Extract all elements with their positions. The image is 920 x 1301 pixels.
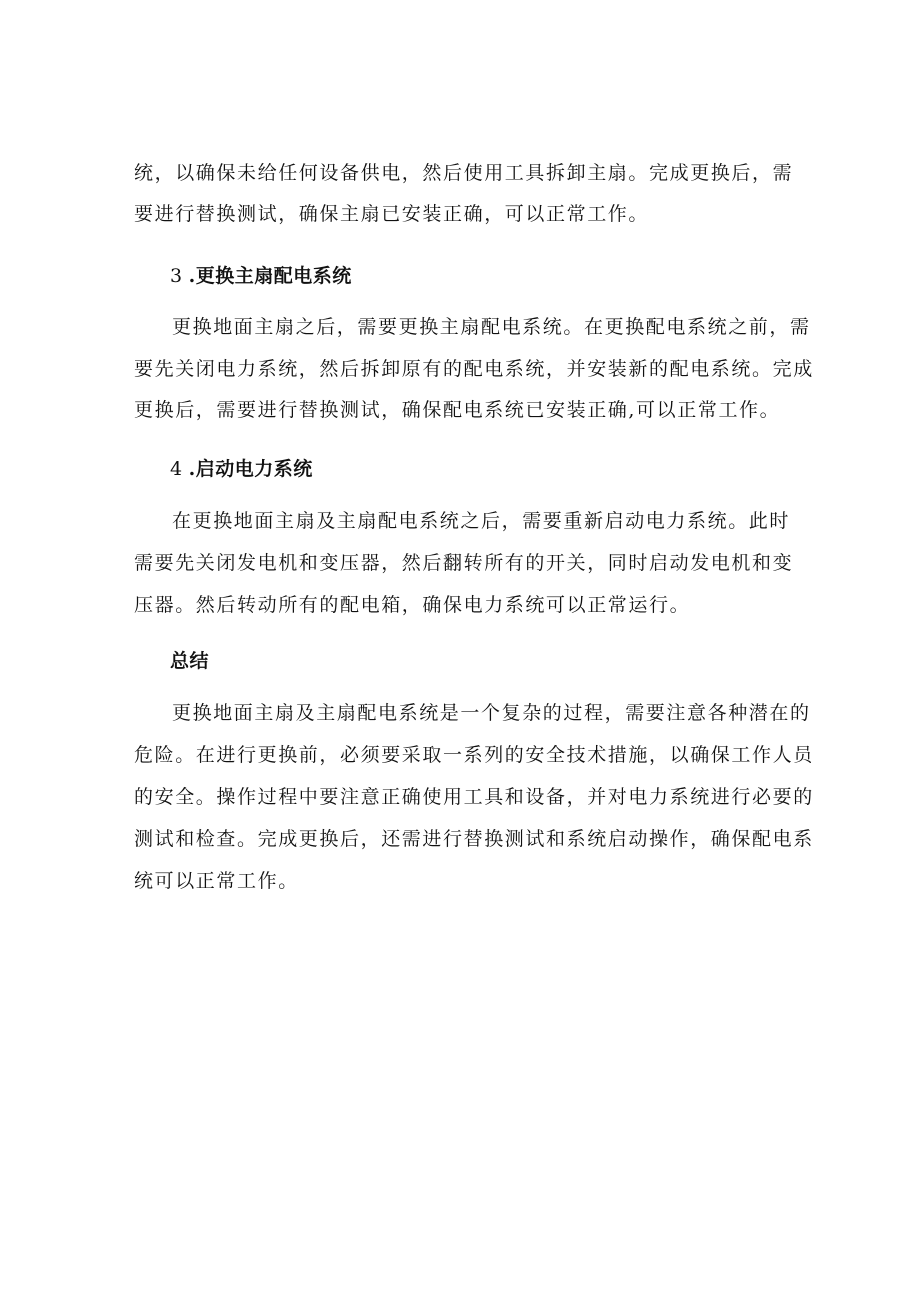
section-3-number: 3	[170, 265, 183, 287]
section-3-heading	[170, 263, 352, 289]
paragraph-line: 要先关闭电力系统，然后拆卸原有的配电系统，并安装新的配电系统。完成	[134, 358, 814, 380]
paragraph-line: 需要先关闭发电机和变压器，然后翻转所有的开关，同时启动发电机和变	[134, 552, 794, 574]
paragraph-line: 危险。在进行更换前，必须要采取一系列的安全技术措施，以确保工作人员	[134, 744, 814, 766]
paragraph-line: 更换地面主扇及主扇配电系统是一个复杂的过程，需要注意各种潜在的	[172, 702, 811, 724]
paragraph-line: 的安全。操作过程中要注意正确使用工具和设备，并对电力系统进行必要的	[134, 786, 814, 808]
paragraph-line: 统可以正常工作。	[134, 870, 299, 892]
paragraph-line: 要进行替换测试，确保主扇已安装正确，可以正常工作。	[134, 203, 650, 225]
paragraph-line: 更换后，需要进行替换测试，确保配电系统已安装正确,可以正常工作。	[134, 399, 781, 421]
paragraph-line: 在更换地面主扇及主扇配电系统之后，需要重新启动电力系统。此时	[172, 510, 791, 532]
paragraph-line: 统，以确保未给任何设备供电，然后使用工具拆卸主扇。完成更换后，需	[134, 162, 794, 184]
paragraph-line: 更换地面主扇之后，需要更换主扇配电系统。在更换配电系统之前，需	[172, 316, 811, 338]
section-3-title: .更换主扇配电系统	[188, 265, 352, 287]
section-4-title: .启动电力系统	[188, 458, 313, 480]
section-4-number: 4	[170, 458, 183, 480]
paragraph-line: 测试和检查。完成更换后，还需进行替换测试和系统启动操作，确保配电系	[134, 828, 814, 850]
summary-heading: 总结	[170, 650, 210, 672]
paragraph-line: 压器。然后转动所有的配电箱，确保电力系统可以正常运行。	[134, 594, 691, 616]
section-4-heading	[170, 456, 313, 482]
